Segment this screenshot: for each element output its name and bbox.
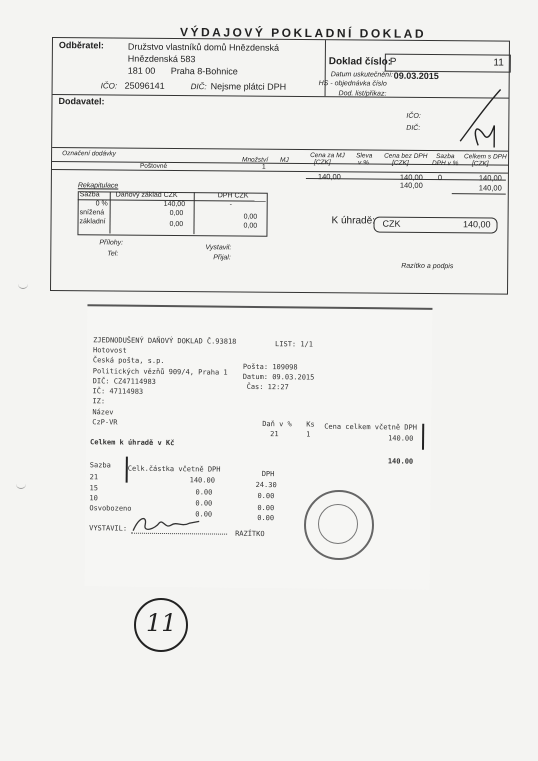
item-price: 140,00 [317,172,341,182]
divider [325,40,326,96]
receipt-vat-row-vat: 0.00 [257,513,275,523]
recap-base: 0,00 [169,220,184,229]
sum-double-line [452,193,506,194]
recap-vat: 0,00 [243,222,258,230]
simplified-tax-receipt [85,304,433,590]
document-number-box [385,54,511,73]
ico-label: IČO: [100,81,118,91]
issued-by-label: Vystavil: [205,244,232,252]
recap-vat: 0,00 [243,213,258,221]
phone-label: Tel: [107,250,119,258]
pen-mark [422,424,424,450]
recap-rate: základní [79,218,106,226]
recap-vat: - [229,201,233,209]
receipt-vat-row-rate: 21 [89,473,99,482]
attachments-label: Přílohy: [99,239,124,247]
receipt-vat-row-vat: 24.30 [255,480,277,490]
divider [52,147,508,152]
item-total: 140,00 [478,173,502,183]
handwritten-signature [452,85,509,149]
col-discount: Sleva [356,152,373,160]
recap-header-rate: Sazba [79,191,100,199]
recap-base: 140,00 [163,200,186,209]
receipt-item-qty: 1 [306,430,311,439]
recap-rate: snížená [79,209,105,217]
receipt-top-edge [87,304,432,310]
handwritten-circled-number [134,598,188,652]
dic-value: Nejsme plátci DPH [210,81,287,92]
col-discount-unit: v % [357,159,369,167]
receipt-issued-by-label: VYSTAVIL: [89,524,128,533]
receipt-vat-row-amount: 140.00 [189,476,215,485]
supplier-dic-label: DIČ: [406,124,421,132]
document-number-label: Doklad číslo: [328,56,392,68]
col-description: Označení dodávky [62,150,116,158]
document-number-prefix: P [389,56,397,68]
page-title: VÝDAJOVÝ POKLADNÍ DOKLAD [179,25,427,41]
col-quantity: Množství [242,156,269,164]
order-label: HS - objednávka číslo [318,80,387,88]
receipt-vat-row-rate: Osvobozeno [89,504,132,513]
receipt-payment: Hotovost [92,346,127,355]
amount-due-box [373,217,497,234]
col-unit-price-unit: [CZK] [313,159,331,167]
receipt-vat-header: DPH [261,470,275,479]
col-net: Cena bez DPH [384,152,428,160]
receipt-vat-row-amount: 0.00 [195,510,213,519]
recap-label: Rekapitulace [77,182,119,190]
punch-mark [16,482,26,489]
receipt-title: ZJEDNODUŠENÝ DAŇOVÝ DOKLAD Č.93818 [93,336,237,346]
pen-mark [126,457,128,483]
amount-due-currency: CZK [382,218,401,229]
post-office-stamp [304,490,374,560]
receipt-name-header: Název [92,408,114,417]
receipt-stamp-label: RAZÍTKO [235,529,265,539]
stamp-inner-ring [318,504,358,544]
col-net-unit: [CZK] [391,159,409,167]
receipt-total-value: 140.00 [387,457,414,466]
col-vat-rate-unit: DPH v % [431,159,459,168]
receipt-iz: IZ: [92,397,106,406]
receipt-tax-header: Daň v % [262,420,292,429]
customer-name: Družstvo vlastníků domů Hnězdenská [127,41,280,53]
recap-rate: 0 % [95,200,108,208]
item-quantity: 1 [261,163,266,171]
receipt-item-name: CzP-VR [92,418,118,427]
receipt-vat-row-amount: 0.00 [195,499,213,508]
delivery-note-label: Dod. list/přikaz: [338,90,387,98]
supplier-ico-label: IČO: [406,112,421,120]
item-net: 140,00 [399,172,423,182]
date-value: 09.03.2015 [393,70,439,82]
receipt-item-tax: 21 [270,430,279,439]
circled-number-text: 11 [146,609,177,637]
receipt-address: Politických vězňů 909/4, Praha 1 [92,367,228,377]
receipt-time: Čas: 12:27 [246,382,289,392]
sum-total: 140,00 [478,183,502,193]
receipt-company: Česká pošta, s.p. [92,356,165,366]
receipt-total-label: Celkem k úhradě v Kč [89,438,175,448]
receipt-vat-row-vat: 0.00 [257,503,275,513]
receipt-vat-row-vat: 0.00 [257,491,275,501]
item-vat-rate: 0 [437,173,443,183]
col-vat-rate: Sazba [436,153,455,161]
customer-street: Hnězdenská 583 [127,53,196,65]
receipt-vat-rate-header: Sazba [89,461,111,470]
receipt-vat-row-rate: 15 [89,484,99,493]
stamp-signature-label: Razítko a podpis [401,262,454,271]
dic-label: DIČ: [190,82,207,92]
col-total: Celkem s DPH [464,153,507,161]
col-total-unit: [CZK] [471,160,489,168]
recap-base: 0,00 [169,209,184,218]
amount-due-label: K úhradě: [331,215,375,227]
receipt-signature [129,511,203,538]
customer-label: Odběratel: [58,40,104,51]
document-number: 11 [493,57,504,69]
customer-city: Praha 8-Bohnice [170,65,238,77]
col-unit: MJ [280,156,289,164]
receipt-page: LIST: 1/1 [275,340,314,349]
receipt-dic: DIČ: CZ47114983 [92,377,156,386]
receipt-qty-header: Ks [306,420,315,429]
receipt-price-header: Cena celkem včetně DPH [324,422,417,432]
receipt-post-office: Pošta: 109098 [242,362,298,372]
received-by-label: Přijal: [213,254,231,262]
receipt-vat-row-rate: 10 [89,494,98,503]
ico-value: 25096141 [124,80,165,91]
receipt-ic: IČ: 47114983 [92,387,144,396]
receipt-vat-row-amount: 0.00 [195,488,213,497]
recap-header-base: Daňový základ CZK [115,191,178,199]
sum-net: 140,00 [399,180,423,190]
customer-zip: 181 00 [127,65,156,76]
receipt-item-price: 140.00 [388,434,414,443]
amount-due-value: 140,00 [462,219,491,230]
supplier-label: Dodavatel: [58,96,105,107]
divider [53,94,509,99]
date-label: Datum uskutečnění: [330,71,394,79]
recap-header-vat: DPH CZK [217,192,249,200]
receipt-vat-amount-header: Celk.částka včetně DPH [127,464,221,474]
col-unit-price: Cena za MJ [310,152,345,160]
punch-mark [18,282,28,289]
cash-voucher-form [50,37,510,295]
receipt-date: Datum: 09.03.2015 [242,372,315,382]
item-name: Poštovné [139,162,168,170]
